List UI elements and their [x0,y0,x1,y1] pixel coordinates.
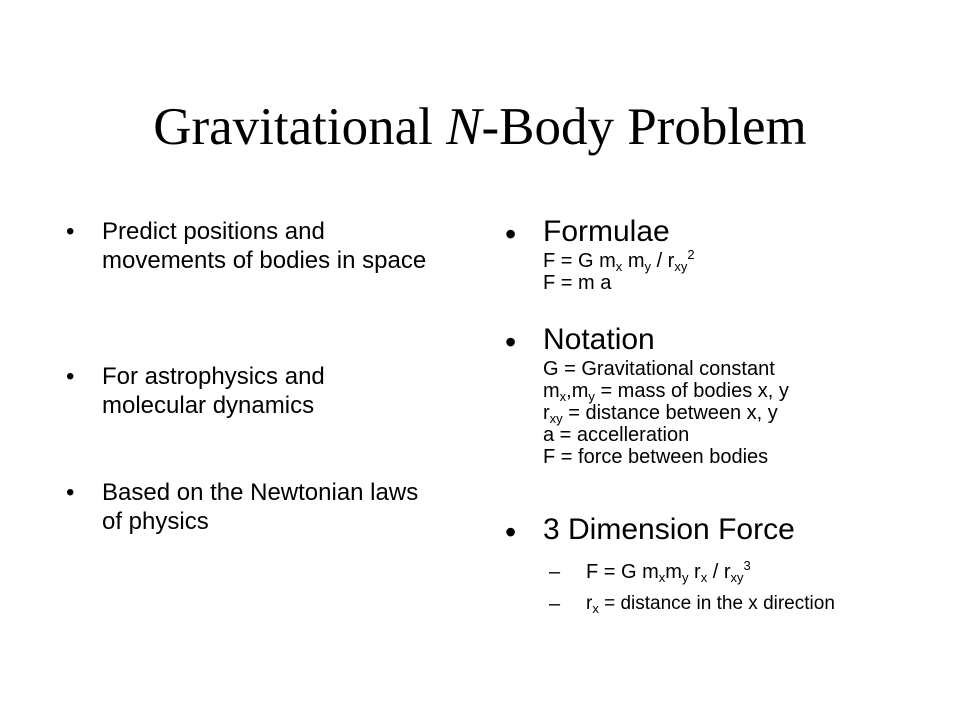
notation-distance: $r_{xy}$ = distance between x, y [543,402,778,426]
notation-mass: $m_x,m_y$ = mass of bodies x, y [543,380,789,404]
formulae-heading: Formulae [543,215,670,248]
bullet-dot: • [505,514,517,550]
formula-newton-second-law: F = m a [543,272,612,294]
slide-title: Gravitational N-Body Problem [153,98,807,156]
force3d-heading: 3 Dimension Force [543,513,795,546]
bullet-text: Predict positions and movements of bodies in space [102,218,427,274]
dash-marker: – [549,561,561,583]
notation-acceleration: a = accelleration [543,424,690,446]
bullet-text: For astrophysics and molecular dynamics [102,363,325,419]
formula-gravity: F = G $m_x$ $m_y / r_{xy}^2$ [543,247,695,274]
formula-3d-force: F = G $m_xm_y$ $r_x / r_{xy}^3$ [586,558,751,585]
bullet-dot: • [66,218,75,245]
bullet-text: Based on the Newtonian laws of physics [102,479,419,535]
notation-force: F = force between bodies [543,446,769,468]
notation-g: G = Gravitational constant [543,358,775,380]
bullet-dot: • [66,479,75,506]
bullet-dot: • [66,363,75,390]
x-distance-definition: $r_x$ = distance in the x direction [586,593,835,616]
bullet-dot: • [505,216,517,252]
notation-heading: Notation [543,323,655,356]
bullet-dot: • [505,324,517,360]
dash-marker: – [549,593,561,615]
